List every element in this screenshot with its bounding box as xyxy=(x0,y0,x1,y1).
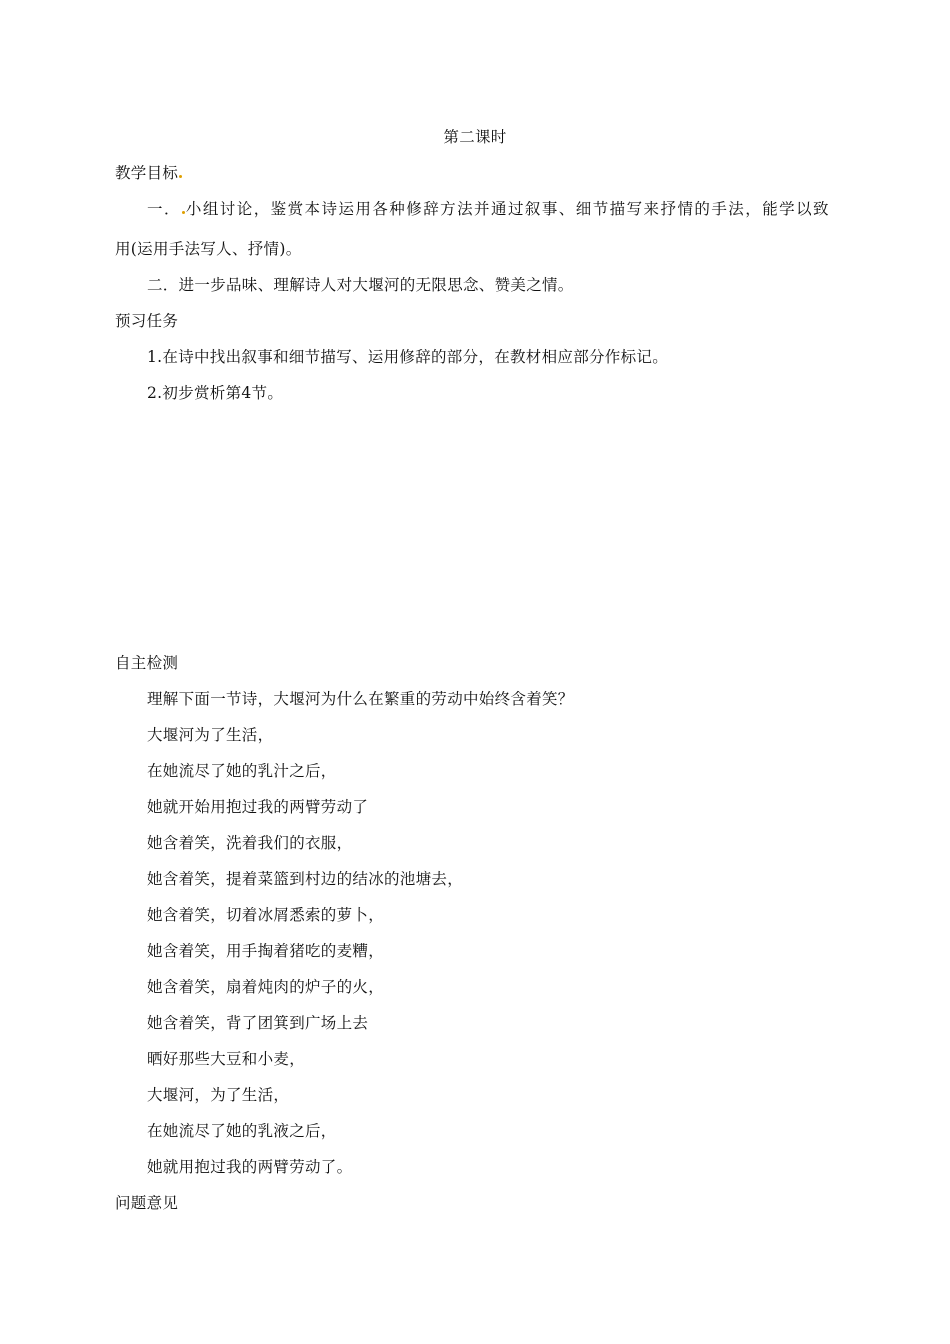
poem-line-5: 她含着笑，提着菜篮到村边的结冰的池塘去， xyxy=(147,870,464,888)
preview-item-1: 1.在诗中找出叙事和细节描写、运用修辞的部分，在教材相应部分作标记。 xyxy=(147,348,668,366)
preview-item-2: 2.初步赏析第4节。 xyxy=(147,384,284,402)
objective-item-1-continuation: 用(运用手法写人、抒情)。 xyxy=(115,240,302,258)
objective-item-1-prefix: 一． xyxy=(147,200,181,218)
objective-item-1-text: 小组讨论，鉴赏本诗运用各种修辞方法并通过叙事、细节描写来抒情的手法，能学以致 xyxy=(185,200,831,218)
poem-line-8: 她含着笑，扇着炖肉的炉子的火， xyxy=(147,978,385,996)
issues-heading: 问题意见 xyxy=(115,1194,179,1212)
preview-heading: 预习任务 xyxy=(115,312,179,330)
self-check-heading: 自主检测 xyxy=(115,654,179,672)
poem-line-7: 她含着笑，用手掏着猪吃的麦糟， xyxy=(147,942,385,960)
poem-line-11: 大堰河，为了生活， xyxy=(147,1086,290,1104)
edit-mark xyxy=(182,211,185,214)
poem-line-1: 大堰河为了生活， xyxy=(147,726,274,744)
poem-line-9: 她含着笑，背了团箕到广场上去 xyxy=(147,1014,369,1032)
objectives-heading-text: 教学目标 xyxy=(115,164,179,182)
poem-line-3: 她就开始用抱过我的两臂劳动了 xyxy=(147,798,369,816)
objective-item-2: 二．进一步品味、理解诗人对大堰河的无限思念、赞美之情。 xyxy=(147,276,574,294)
poem-line-12: 在她流尽了她的乳液之后， xyxy=(147,1122,337,1140)
poem-line-4: 她含着笑，洗着我们的衣服， xyxy=(147,834,353,852)
poem-line-6: 她含着笑，切着冰屑悉索的萝卜， xyxy=(147,906,385,924)
poem-line-13: 她就用抱过我的两臂劳动了。 xyxy=(147,1158,353,1176)
poem-line-2: 在她流尽了她的乳汁之后， xyxy=(147,762,337,780)
objectives-heading xyxy=(115,163,183,183)
page-title: 第二课时 xyxy=(443,128,507,146)
edit-mark xyxy=(179,175,182,178)
objective-item-1 xyxy=(147,199,830,219)
self-check-question: 理解下面一节诗，大堰河为什么在繁重的劳动中始终含着笑？ xyxy=(147,690,574,708)
poem-line-10: 晒好那些大豆和小麦， xyxy=(147,1050,306,1068)
